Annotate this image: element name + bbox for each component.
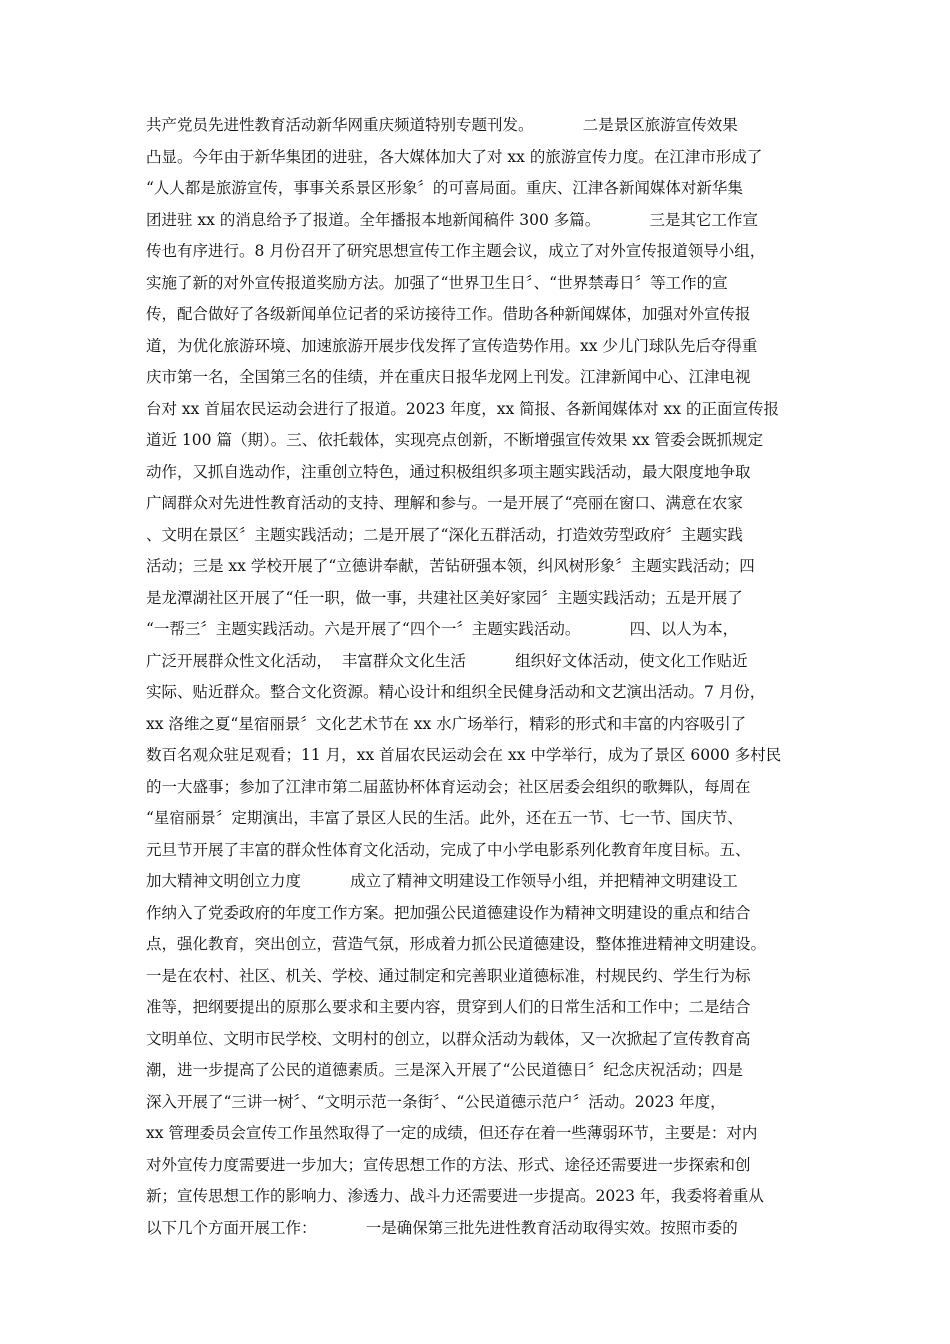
text-line: 对外宣传力度需要进一步加大；宣传思想工作的方法、形式、途径还需要进一步探索和创 (146, 1155, 751, 1174)
text-line: 动作，又抓自选动作，注重创立特色，通过积极组织多项主题实践活动，最大限度地争取 (146, 462, 751, 481)
text-line: 、文明在景区〞主题实践活动；二是开展了“深化五群活动，打造效劳型政府〞主题实践 (146, 525, 743, 544)
text-line: 传也有序进行。8 月份召开了研究思想宣传工作主题会议，成立了对外宣传报道领导小组， (146, 242, 766, 260)
text-line: 潮，进一步提高了公民的道德素质。三是深入开展了“公民道德日〞纪念庆祝活动；四是 (146, 1061, 743, 1079)
text-line: 庆市第一名，全国第三名的佳绩，并在重庆日报华龙网上刊发。江津新闻中心、江津电视 (146, 368, 751, 386)
text-line: 团进驻 xx 的消息给予了报道。全年播报本地新闻稿件 300 多篇。 三是其它工作宣 (146, 210, 759, 229)
body-text (146, 110, 846, 1244)
text-line: 活动；三是 xx 学校开展了“立德讲奉献，苦钻研强本领，纠风树形象〞主题实践活动；四 (146, 557, 755, 575)
text-line: xx 管理委员会宣传工作虽然取得了一定的成绩，但还存在着一些薄弱环节，主要是：对内 (146, 1124, 758, 1142)
text-line: xx 洛维之夏“星宿丽景〞文化艺术节在 xx 水广场举行，精彩的形式和丰富的内容吸引了 (146, 714, 747, 733)
text-line: 以下几个方面开展工作： 一是确保第三批先进性教育活动取得实效。按照市委的 (146, 1218, 738, 1237)
text-line: 新；宣传思想工作的影响力、渗透力、战斗力还需要进一步提高。2023 年，我委将着重从 (146, 1187, 764, 1205)
text-line: 元旦节开展了丰富的群众性体育文化活动，完成了中小学电影系列化教育年度目标。五、 (146, 840, 751, 859)
text-line: 一是在农村、社区、机关、学校、通过制定和完善职业道德标准，村规民约、学生行为标 (146, 966, 751, 985)
text-line: 凸显。今年由于新华集团的进驻，各大媒体加大了对 xx 的旅游宣传力度。在江津市形成了 (146, 147, 763, 166)
text-line: 数百名观众驻足观看；11 月，xx 首届农民运动会在 xx 中学举行，成为了景区 6000 多村民 (146, 746, 782, 764)
text-line: 文明单位、文明市民学校、文明村的创立，以群众活动为载体，又一次掀起了宣传教育高 (146, 1029, 751, 1048)
text-line: 共产党员先进性教育活动新华网重庆频道特别专题刊发。 二是景区旅游宣传效果 (146, 116, 738, 134)
text-line: 作纳入了党委政府的年度工作方案。把加强公民道德建设作为精神文明建设的重点和结合 (146, 903, 751, 922)
text-line: 加大精神文明创立力度 成立了精神文明建设工作领导小组，并把精神文明建设工 (146, 872, 738, 890)
text-line: 的一大盛事；参加了江津市第二届蓝协杯体育运动会；社区居委会组织的歌舞队，每周在 (146, 777, 751, 796)
text-line: 深入开展了“三讲一树〞、“文明示范一条街〞、“公民道德示范户〞活动。2023 年度， (146, 1092, 726, 1111)
text-line: 实际、贴近群众。整合文化资源。精心设计和组织全民健身活动和文艺演出活动。7 月份， (146, 683, 766, 701)
text-line: 道，为优化旅游环境、加速旅游开展步伐发挥了宣传造势作用。xx 少儿门球队先后夺得重 (146, 336, 758, 355)
text-line: 广阔群众对先进性教育活动的支持、理解和参与。一是开展了“亮丽在窗口、满意在农家 (146, 494, 743, 512)
text-line: 台对 xx 首届农民运动会进行了报道。2023 年度，xx 简报、各新闻媒体对 xx 的正面宣传报 (146, 399, 779, 418)
text-line: 实施了新的对外宣传报道奖励方法。加强了“世界卫生日〞、“世界禁毒日〞等工作的宣 (146, 273, 728, 292)
text-line: 是龙潭湖社区开展了“任一职，做一事，共建社区美好家园〞主题实践活动；五是开展了 (146, 588, 743, 607)
text-line: “星宿丽景〞定期演出，丰富了景区人民的生活。此外，还在五一节、七一节、国庆节、 (146, 809, 743, 827)
text-line: “人人都是旅游宣传，事事关系景区形象〞的可喜局面。重庆、江津各新闻媒体对新华集 (146, 179, 743, 197)
text-line: 广泛开展群众性文化活动， 丰富群众文化生活 组织好文体活动，使文化工作贴近 (146, 651, 748, 670)
text-line: 准等，把纲要提出的原那么要求和主要内容，贯穿到人们的日常生活和工作中；二是结合 (146, 998, 751, 1016)
text-line: 点，强化教育，突出创立，营造气氛，形成着力抓公民道德建设，整体推进精神文明建设。 (146, 935, 767, 953)
text-line: 道近 100 篇（期）。三、依托载体，实现亮点创新，不断增强宣传效果 xx 管委会既抓规定 (146, 431, 764, 449)
text-line: 传，配合做好了各级新闻单位记者的采访接待工作。借助各种新闻媒体，加强对外宣传报 (146, 305, 751, 323)
text-line: “一帮三〞主题实践活动。六是开展了“四个一〞主题实践活动。 四、以人为本， (146, 620, 739, 638)
